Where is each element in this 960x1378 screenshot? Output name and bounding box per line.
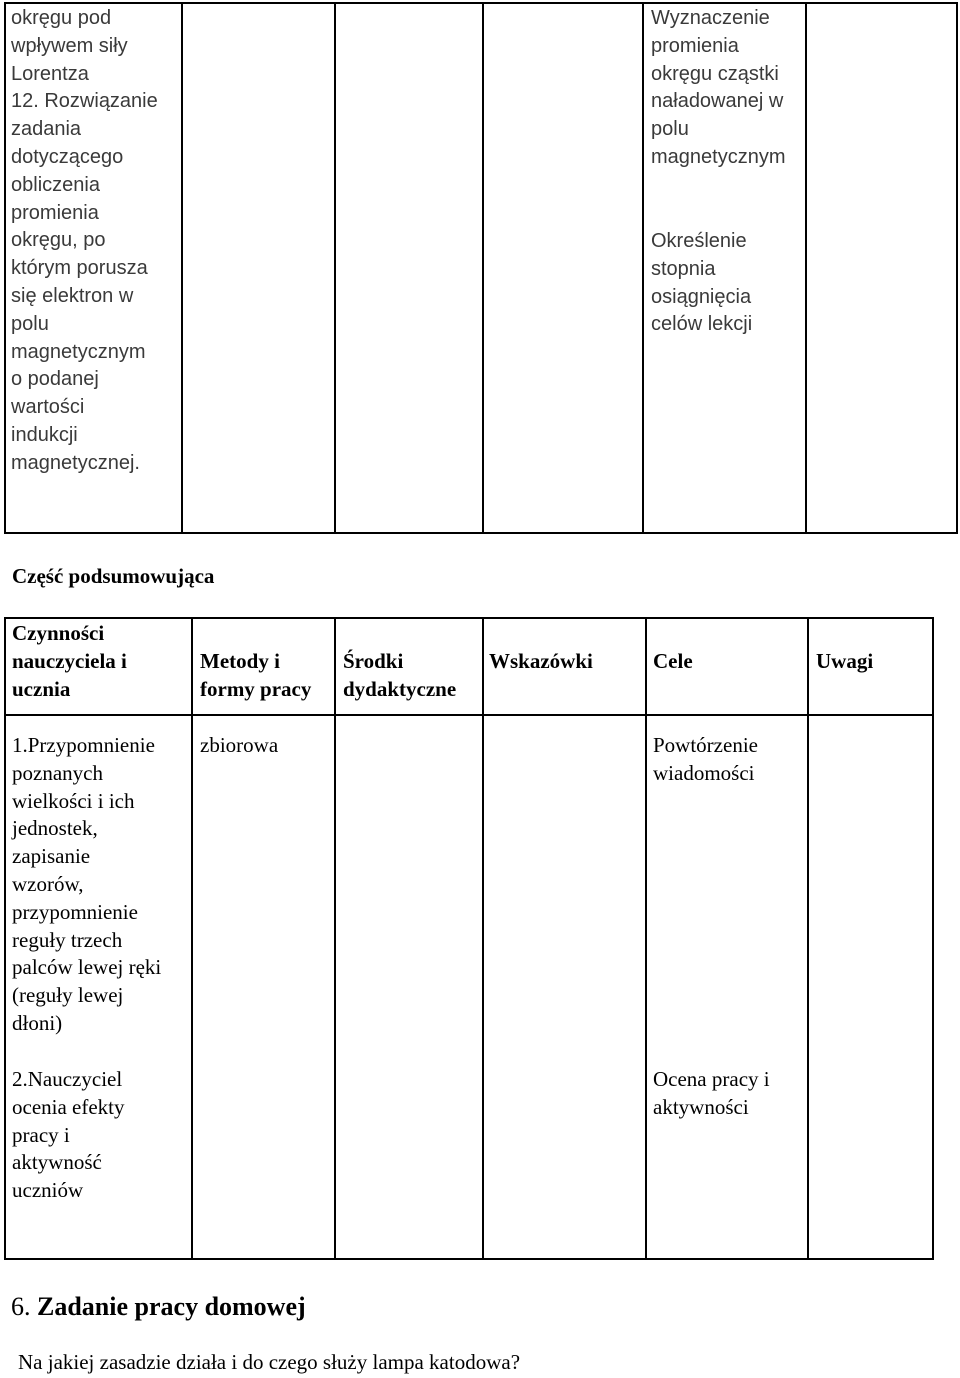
- summary-table-divider: [645, 617, 647, 1260]
- top-table-activity-text: okręgu pod wpływem siły Lorentza 12. Rozwiązanie zadania dotyczącego obliczenia promienia okręgu, po którym porusza się elektron w polu magnetycznym o podanej wartości indukcji magnetycznej.: [11, 7, 158, 474]
- top-table-goal-text: Wyznaczenie promienia okręgu cząstki naładowanej w polu magnetycznym: [651, 7, 786, 168]
- section-title: Część podsumowująca: [12, 564, 215, 588]
- homework-heading: [11, 1291, 306, 1323]
- homework-question: Na jakiej zasadzie działa i do czego służy lampa katodowa?: [18, 1350, 521, 1374]
- header-activities: Czynności nauczyciela i ucznia: [12, 621, 127, 701]
- summary-table-divider: [807, 617, 809, 1260]
- row-2-activity: 2.Nauczyciel ocenia efekty pracy i aktywność uczniów: [12, 1067, 125, 1203]
- row-1-goal: Powtórzenie wiadomości: [653, 733, 758, 785]
- top-table-divider: [181, 2, 183, 534]
- top-table-divider: [642, 2, 644, 534]
- row-2-goal: Ocena pracy i aktywności: [653, 1067, 770, 1119]
- homework-title: Zadanie pracy domowej: [37, 1292, 306, 1321]
- header-methods: Metody i formy pracy: [200, 649, 312, 701]
- top-table-divider: [805, 2, 807, 534]
- summary-table-divider: [191, 617, 193, 1260]
- row-1-method: zbiorowa: [200, 733, 279, 757]
- top-table-divider: [334, 2, 336, 534]
- homework-number: 6.: [11, 1292, 31, 1321]
- row-1-activity: 1.Przypomnienie poznanych wielkości i ich jednostek, zapisanie wzorów, przypomnienie reguły trzech palców lewej ręki (reguły lewej dłoni): [12, 733, 162, 1035]
- summary-table-header-divider: [4, 714, 934, 716]
- header-hints: Wskazówki: [489, 649, 593, 673]
- summary-table-divider: [482, 617, 484, 1260]
- top-table-divider: [482, 2, 484, 534]
- summary-table-divider: [334, 617, 336, 1260]
- header-notes: Uwagi: [816, 649, 874, 673]
- top-table-goal-text-2: Określenie stopnia osiągnięcia celów lekcji: [651, 230, 753, 336]
- header-goals: Cele: [653, 649, 693, 673]
- header-materials: Środki dydaktyczne: [343, 649, 457, 701]
